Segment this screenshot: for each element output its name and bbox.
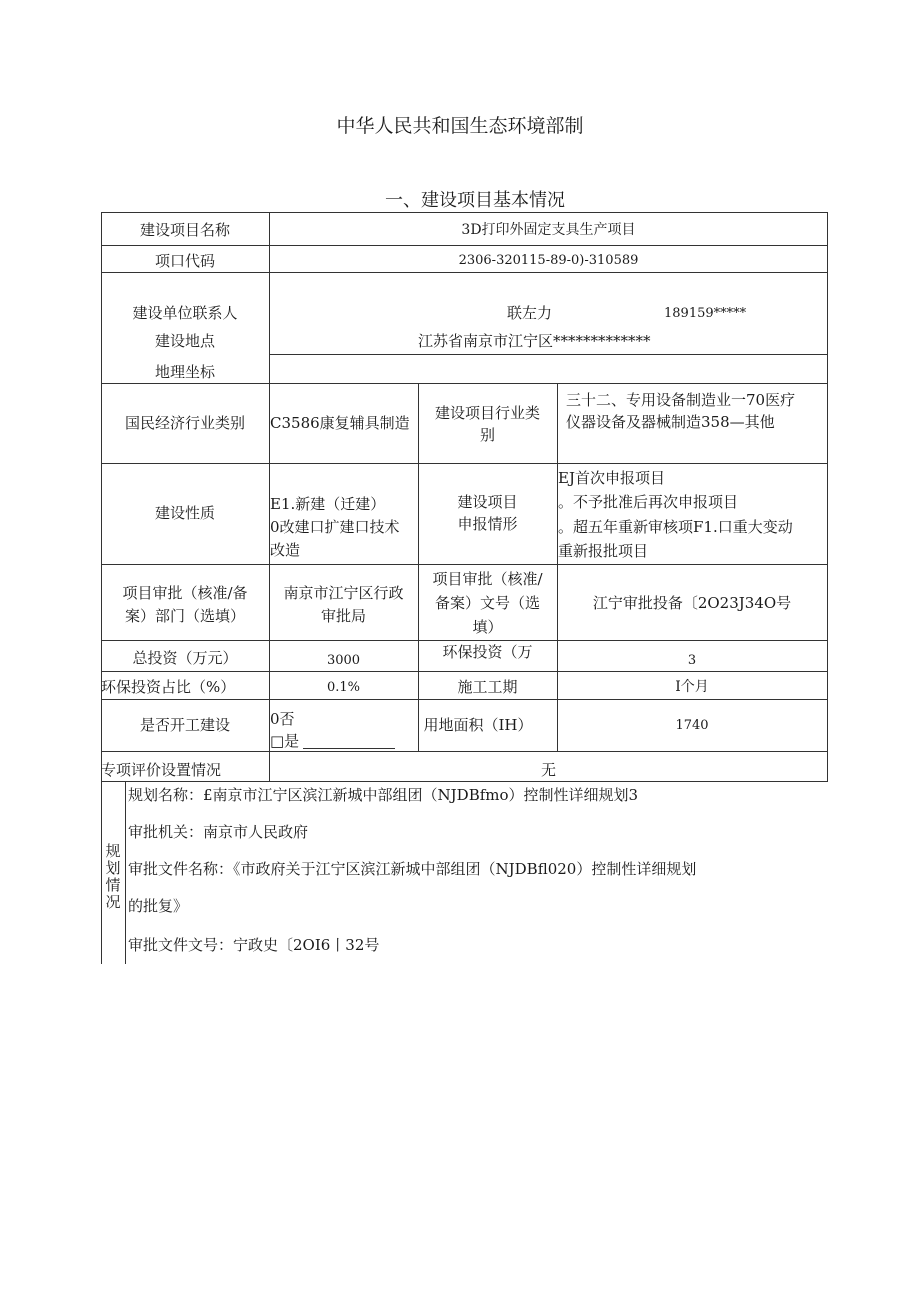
approval-doc-label-2: 备案）文号（选 xyxy=(434,594,540,612)
special-value: 无 xyxy=(540,761,556,779)
nature-label: 建设性质 xyxy=(154,504,215,522)
ministry-title: 中华人民共和国生态环境部制 xyxy=(336,115,584,137)
total-invest-value: 3000 xyxy=(326,653,361,668)
project-name-label: 建设项目名称 xyxy=(139,221,230,239)
approval-dept-value-1: 南京市江宁区行政 xyxy=(283,584,404,602)
plan-name: 规划名称：£南京市江宁区滨江新城中部组团（NJDBfmo）控制性详细规划3 xyxy=(128,786,639,804)
declare-option-1: EJ首次申报项目 xyxy=(558,469,665,487)
period-label: 施工工期 xyxy=(457,678,518,696)
location-label: 建设地点 xyxy=(154,332,215,350)
industry-label-1: 建设项目行业类 xyxy=(434,404,540,422)
section-title: 一、建设项目基本情况 xyxy=(385,190,565,211)
project-code-label: 项口代码 xyxy=(154,252,215,270)
declare-label-2: 申报情形 xyxy=(457,515,518,533)
coords-label: 地理坐标 xyxy=(154,363,215,381)
started-option-yes: □是 xyxy=(270,732,300,750)
approval-dept-label-2: 案）部门（选填） xyxy=(124,607,245,625)
env-ratio-value: 0.1% xyxy=(326,680,361,695)
declare-label-1: 建设项目 xyxy=(457,493,518,511)
declare-option-2: 。不予批准后再次申报项目 xyxy=(558,493,739,511)
contact-phone: 189159***** xyxy=(664,306,747,321)
special-label: 专项评价设置情况 xyxy=(101,761,222,779)
nature-option-3: 改造 xyxy=(270,541,301,559)
project-name-value: 3D打印外固定支具生产项目 xyxy=(461,222,636,238)
approval-doc-label-1: 项目审批（核准/ xyxy=(432,570,543,588)
approval-doc-label-3: 填） xyxy=(472,618,503,636)
env-ratio-label: 环保投资占比（%） xyxy=(101,678,236,696)
plan-doc-name-1: 审批文件名称：《市政府关于江宁区滨江新城中部组团（NJDBfl020）控制性详细规划 xyxy=(128,860,697,878)
contact-label: 建设单位联系人 xyxy=(132,304,238,322)
started-option-no: 0否 xyxy=(270,710,295,728)
nature-option-1: E1.新建（迁建） xyxy=(270,495,386,513)
plan-side-char-1: 规 xyxy=(105,842,121,860)
plan-doc-name-2: 的批复》 xyxy=(128,897,189,915)
industry-label-2: 别 xyxy=(479,426,495,444)
plan-side-char-4: 况 xyxy=(105,893,121,911)
location-value: 江苏省南京市江宁区************* xyxy=(418,332,651,350)
approval-dept-value-2: 审批局 xyxy=(320,607,366,625)
plan-authority: 审批机关：南京市人民政府 xyxy=(128,823,309,841)
industry-value-1: 三十二、专用设备制造业一70医疗 xyxy=(566,391,796,409)
declare-option-3: 。超五年重新审核项F1.口重大变动 xyxy=(558,518,793,536)
econ-label: 国民经济行业类别 xyxy=(124,414,245,432)
declare-option-4: 重新报批项目 xyxy=(558,542,649,560)
project-code-value: 2306-320115-89-0)-310589 xyxy=(458,253,639,268)
plan-side-char-3: 情 xyxy=(105,876,121,894)
plan-side-char-2: 划 xyxy=(105,859,121,877)
env-invest-label: 环保投资（万 xyxy=(442,643,533,661)
period-value: I个月 xyxy=(675,679,709,695)
approval-doc-value: 江宁审批投备〔2O23J34O号 xyxy=(592,594,792,612)
started-underline xyxy=(303,748,395,749)
industry-value-2: 仪器设备及器械制造358—其他 xyxy=(566,413,775,431)
started-label: 是否开工建设 xyxy=(139,716,230,734)
contact-name: 联左力 xyxy=(507,304,553,322)
land-value: 1740 xyxy=(675,718,709,733)
total-invest-label: 总投资（万元） xyxy=(132,649,238,667)
approval-dept-label-1: 项目审批（核准/备 xyxy=(122,584,248,602)
plan-doc-no: 审批文件文号：宁政史〔2OI6丨32号 xyxy=(128,936,380,954)
land-label: 用地面积（IH） xyxy=(423,716,533,734)
econ-value: C3586康复辅具制造 xyxy=(270,414,410,432)
nature-option-2: 0改建口扩建口技术 xyxy=(270,518,400,536)
env-invest-value: 3 xyxy=(687,653,697,668)
plan-side-label xyxy=(101,843,125,911)
